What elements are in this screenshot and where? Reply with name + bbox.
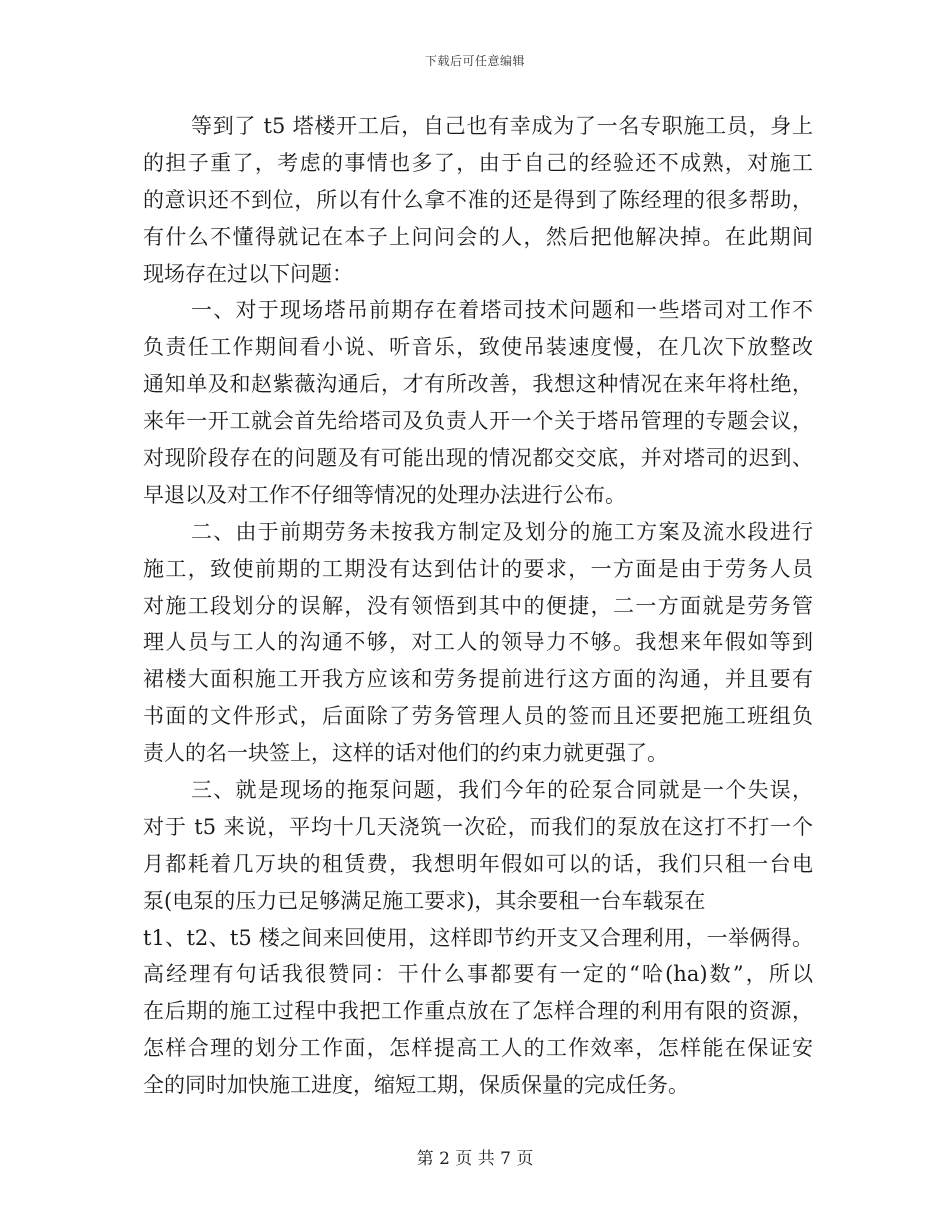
text-line: 的意识还不到位，所以有什么拿不准的还是得到了陈经理的很多帮助，: [143, 187, 813, 212]
text-line: 裙楼大面积施工开我方应该和劳务提前进行这方面的沟通，并且要有: [143, 667, 813, 692]
text-line: 月都耗着几万块的租赁费，我想明年假如可以的话，我们只租一台电: [143, 851, 813, 876]
text-line: 负责任工作期间看小说、听音乐，致使吊装速度慢，在几次下放整改: [143, 335, 813, 360]
text-line: 在后期的施工过程中我把工作重点放在了怎样合理的利用有限的资源，: [143, 999, 813, 1024]
text-line: 全的同时加快施工进度，缩短工期，保质保量的完成任务。: [143, 1073, 689, 1098]
text-line: 三、就是现场的拖泵问题，我们今年的砼泵合同就是一个失误，: [191, 778, 813, 803]
text-line: 现场存在过以下问题：: [143, 261, 353, 286]
text-line: 对施工段划分的误解，没有领悟到其中的便捷，二一方面就是劳务管: [143, 593, 813, 618]
text-line: 施工，致使前期的工期没有达到估计的要求，一方面是由于劳务人员: [143, 556, 813, 581]
body-text: [143, 108, 813, 1104]
text-line: 书面的文件形式，后面除了劳务管理人员的签而且还要把施工班组负: [143, 704, 813, 729]
text-line: 对于 t5 来说，平均十几天浇筑一次砼，而我们的泵放在这打不打一个: [143, 814, 813, 839]
text-line: 有什么不懂得就记在本子上问问会的人，然后把他解决掉。在此期间: [143, 224, 813, 249]
text-line: 通知单及和赵紫薇沟通后，才有所改善，我想这种情况在来年将杜绝，: [143, 372, 813, 397]
text-line: 来年一开工就会首先给塔司及负责人开一个关于塔吊管理的专题会议，: [143, 409, 813, 434]
text-line: 对现阶段存在的问题及有可能出现的情况都交交底，并对塔司的迟到、: [143, 446, 813, 471]
text-line: 二、由于前期劳务未按我方制定及划分的施工方案及流水段进行: [191, 519, 813, 544]
text-line: 高经理有句话我很赞同：干什么事都要有一定的“哈(ha)数”，所以: [143, 962, 813, 987]
text-line: 的担子重了，考虑的事情也多了，由于自己的经验还不成熟，对施工: [143, 150, 813, 175]
text-line: 怎样合理的划分工作面，怎样提高工人的工作效率，怎样能在保证安: [143, 1036, 813, 1061]
text-line: 理人员与工人的沟通不够，对工人的领导力不够。我想来年假如等到: [143, 630, 813, 655]
text-line: 早退以及对工作不仔细等情况的处理办法进行公布。: [143, 482, 626, 507]
page-header: 下载后可任意编辑: [424, 54, 525, 68]
page-number: 第 2 页 共 7 页: [416, 1149, 534, 1169]
text-line: 等到了 t5 塔楼开工后，自己也有幸成为了一名专职施工员，身上: [191, 114, 813, 138]
text-line: 一、对于现场塔吊前期存在着塔司技术问题和一些塔司对工作不: [191, 298, 813, 323]
text-line: 责人的名一块签上，这样的话对他们的约束力就更强了。: [143, 741, 668, 766]
text-line: t1、t2、t5 楼之间来回使用，这样即节约开支又合理利用，一举俩得。: [143, 925, 813, 950]
text-line: 泵(电泵的压力已足够满足施工要求)，其余要租一台车载泵在: [143, 888, 706, 913]
